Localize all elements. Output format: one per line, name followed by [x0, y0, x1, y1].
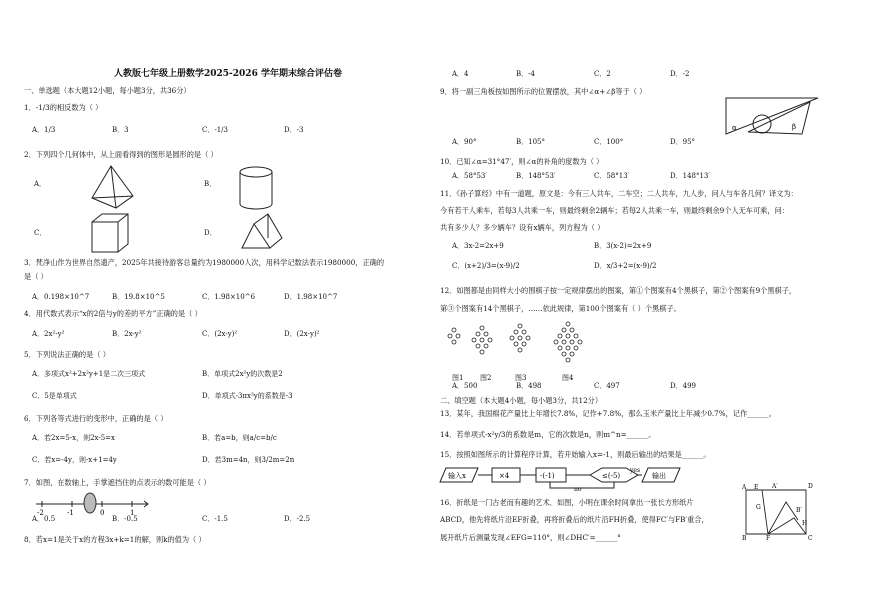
section1-heading: 一、单选题（本大题12小题，每小题3分，共36分） [24, 86, 191, 95]
q1-b: B．3 [112, 126, 129, 134]
q4-d: D．(2x-y)² [284, 330, 320, 338]
cylinder-figure [234, 164, 279, 214]
exam-title: 人教版七年级上册数学2025-2026 学年期末综合评估卷 [114, 69, 342, 79]
q13: 13．某年，我国棉花产量比上年增长7.8%，记作+7.8%，那么玉米产量比上年减少0.7%，记作______。 [440, 409, 776, 418]
q2: 2．下列四个几何体中，从上面看得到的图形是圆形的是（ ） [24, 150, 218, 159]
section2-heading: 二、填空题（本大题4小题，每小题3分，共12分） [440, 396, 603, 405]
q12-a: A．500 [452, 382, 478, 390]
svg-text:B′: B′ [796, 507, 802, 514]
pattern-label-2: 图2 [480, 374, 492, 382]
q7: 7．如图，在数轴上，手掌遮挡住的点表示的数可能是（ ） [24, 478, 211, 487]
pattern-label-1: 图1 [452, 374, 464, 382]
q10-b: B．148°53′ [516, 172, 556, 180]
q12-c: C．497 [594, 382, 620, 390]
q15: 15．按照如图所示的计算程序计算，若开始输入x=-1，则最后输出的结果是______。 [440, 450, 711, 459]
number-line-figure [32, 492, 152, 516]
left-column [24, 0, 434, 616]
pattern-label-3: 图3 [515, 374, 527, 382]
q7-a: A．0.5 [32, 515, 56, 523]
q12b: 第③个图案有14个黑棋子，……依此规律，第100个图案有（ ）个黑棋子。 [440, 304, 681, 313]
r0-b: B．-4 [516, 70, 535, 78]
q3-b: B．19.8×10^5 [112, 293, 165, 301]
q11b: 今有若干人乘车，若每3人共乘一车，则最终剩余2辆车；若每2人共乘一车，则最终剩余9个人无车可乘，问： [440, 206, 789, 215]
q2-d-label: D． [204, 229, 217, 237]
q5-c: C．5是单项式 [32, 392, 77, 400]
q11-c: C．(x+2)/3=(x-9)/2 [452, 262, 520, 270]
q3-c: C．1.98×10^6 [202, 293, 256, 301]
q11: 11．《孙子算经》中有一道题，原文是：今有三人共车，二车空；二人共车，九人步，问人与车各几何？译文为： [440, 189, 798, 198]
q8: 8．若x=1是关于x的方程3x+k=1的解，则k的值为（ ） [24, 535, 206, 544]
svg-text:-2: -2 [37, 509, 44, 517]
svg-text:H: H [802, 520, 808, 527]
pattern-label-4: 图4 [562, 374, 574, 382]
q5-b: B．单项式2x²y的次数是2 [202, 370, 283, 378]
svg-text:B: B [742, 535, 747, 542]
svg-text:-1: -1 [67, 509, 74, 517]
q11-a: A．3x-2=2x+9 [452, 242, 504, 250]
right-column [440, 0, 850, 616]
q12-b: B．498 [516, 382, 542, 390]
q4-b: B．2x-y² [112, 330, 142, 338]
q9-b: B．105° [516, 138, 546, 146]
q4-a: A．2x²-y² [32, 330, 65, 338]
q2-b-label: B． [204, 180, 217, 188]
flowchart-figure [442, 464, 702, 492]
flow-yes: yes [630, 467, 641, 474]
q9: 9．将一副三角板按如图所示的位置摆放，其中∠α+∠β等于（ ） [440, 87, 647, 96]
q3-d: D．1.98×10^7 [284, 293, 338, 301]
cube-figure [84, 210, 132, 256]
q1: 1．-1/3的相反数为（ ） [24, 103, 103, 112]
q1-c: C．-1/3 [202, 126, 228, 134]
prism-figure [234, 210, 286, 256]
q1-a: A．1/3 [32, 126, 56, 134]
svg-text:1: 1 [130, 509, 135, 517]
q9-d: D．95° [670, 138, 696, 146]
pyramid-figure [84, 162, 139, 212]
q11-d: D．x/3+2=(x-9)/2 [594, 262, 657, 270]
q16a: 16．折纸是一门古老而有趣的艺术．如图，小明在课余时间拿出一张长方形纸片 [440, 498, 694, 507]
svg-text:C: C [808, 535, 813, 542]
q9-c: C．100° [594, 138, 624, 146]
flow-multiply: ×4 [499, 472, 510, 480]
q5: 5．下列说法正确的是（ ） [24, 350, 110, 359]
q4: 4．用代数式表示“x的2倍与y的差的平方”正确的是（ ） [24, 309, 202, 318]
triangle-board-figure [722, 94, 822, 136]
q11c: 共有多少人？多少辆车？设有x辆车，列方程为（ ） [440, 223, 605, 232]
q16b: ABCD，他先将纸片沿EF折叠，再将折叠后的纸片沿FH折叠，使得FC′与FB′重合， [440, 515, 709, 524]
svg-text:D: D [808, 483, 813, 490]
q16c: 展开纸片后测量发现∠EFG=110°，则∠DHC′=______° [440, 533, 621, 542]
q11-b: B．3(x-2)=2x+9 [594, 242, 652, 250]
q1-d: D．-3 [284, 126, 304, 134]
q6-c: C．若x=-4y，则-x+1=4y [32, 456, 117, 464]
q5-a: A．多项式x²+2x²y+1是二次三项式 [32, 370, 146, 378]
svg-text:A: A [742, 484, 747, 491]
q9-a: A．90° [452, 138, 477, 146]
pattern-figure [442, 320, 598, 366]
q12-d: D．499 [670, 382, 696, 390]
q10-d: D．148°13′ [670, 172, 710, 180]
q14: 14．若单项式-x²y/3的系数是m，它的次数是n，则m^n=______。 [440, 430, 656, 439]
flow-subtract: -(-1) [540, 472, 555, 480]
q2-a-label: A． [34, 180, 47, 188]
q6-d: D．若3m=4n，则3/2m=2n [202, 456, 295, 464]
q12: 12．如图都是由同样大小的围棋子按一定规律摆出的图案，第①个图案有4个黑棋子，第②个图案有9个黑棋子， [440, 286, 797, 295]
flow-condition: ≤(-5) [602, 472, 621, 480]
q10: 10．已知∠α=31°47′，则∠α的补角的度数为（ ） [440, 157, 604, 166]
r0-a: A．4 [452, 70, 469, 78]
svg-text:β: β [792, 123, 797, 131]
flow-input: 输入x [448, 472, 466, 480]
svg-text:G: G [756, 504, 761, 511]
flow-no: no [574, 486, 582, 493]
q6-b: B．若a=b，则a/c=b/c [202, 434, 277, 442]
svg-text:0: 0 [100, 509, 105, 517]
fold-figure [742, 482, 812, 540]
svg-text:A′: A′ [772, 483, 778, 490]
q7-c: C．-1.5 [202, 515, 228, 523]
q6: 6．下列各等式进行的变形中，正确的是（ ） [24, 414, 168, 423]
q2-c-label: C． [34, 229, 47, 237]
q6-a: A．若2x=5-x，则2x-5=x [32, 434, 115, 442]
r0-d: D．-2 [670, 70, 690, 78]
q5-d: D．单项式-3πx²y的系数是-3 [202, 392, 293, 400]
q4-c: C．(2x-y)² [202, 330, 238, 338]
svg-text:F: F [766, 535, 771, 542]
r0-c: C．2 [594, 70, 611, 78]
q3b: 是（ ） [24, 272, 48, 281]
flow-output: 输出 [652, 472, 666, 480]
svg-text:α: α [732, 124, 737, 132]
q10-c: C．58°13′ [594, 172, 630, 180]
q7-d: D．-2.5 [284, 515, 311, 523]
q7-b: B．-0.5 [112, 515, 138, 523]
q10-a: A．58°53′ [452, 172, 487, 180]
q3-a: A．0.198×10^7 [32, 293, 90, 301]
q3: 3．梵净山作为世界自然遗产，2025年共接待游客总量约为1980000人次，用科学记数法表示1980000，正确的 [24, 258, 385, 267]
svg-text:E: E [754, 484, 759, 491]
